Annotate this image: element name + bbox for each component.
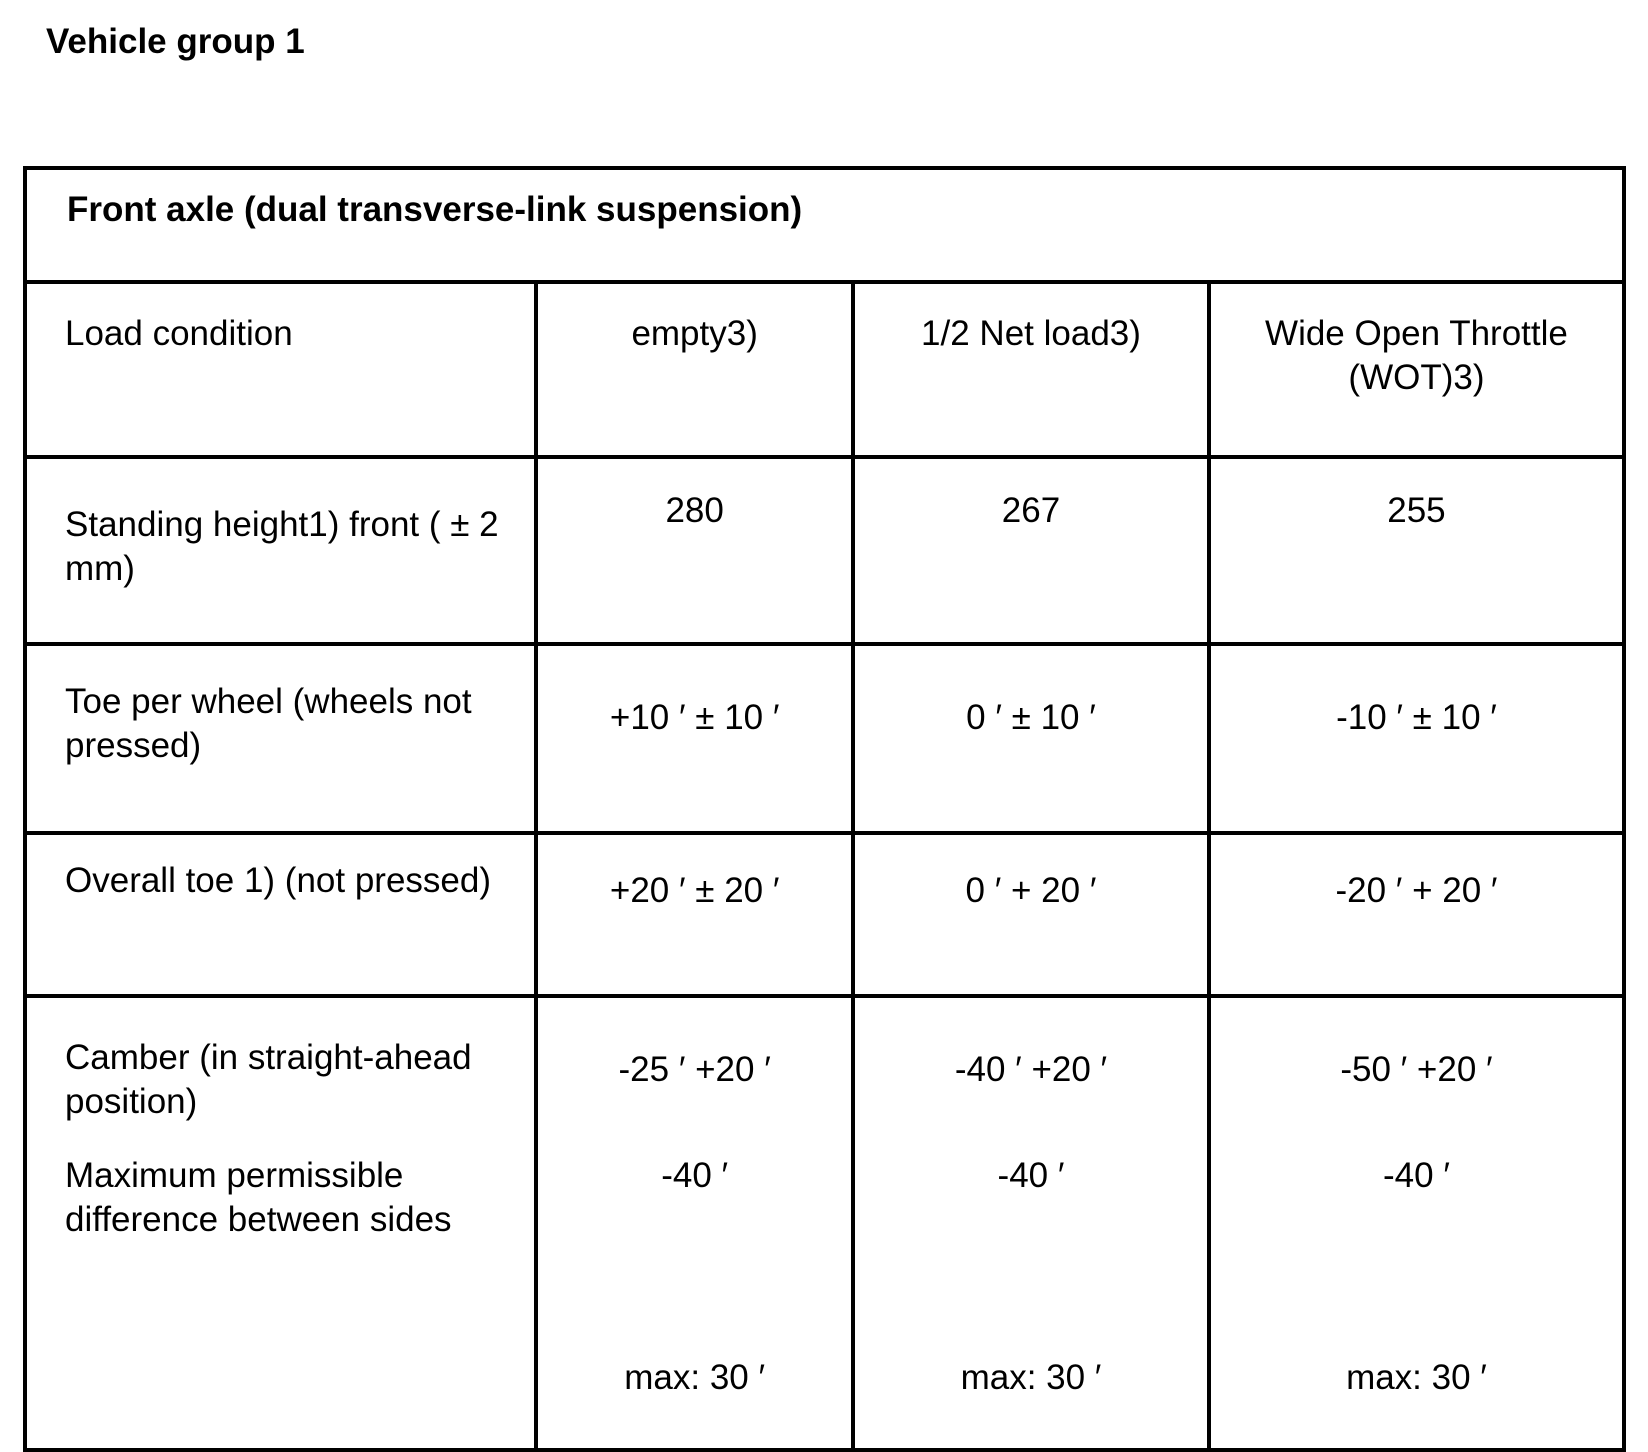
max-difference-empty: -40 ′ (661, 1156, 729, 1195)
table-row (25, 833, 1624, 996)
value-cell (1209, 644, 1624, 833)
camber-max-half: max: 30 ′ (960, 1358, 1102, 1397)
table-row (25, 996, 1624, 1450)
value-cell (536, 457, 853, 644)
value-cell (853, 457, 1209, 644)
max-difference-label: Maximum permissible difference between sides (65, 1156, 452, 1239)
overall-toe-empty: +20 ′ ± 20 ′ (609, 871, 780, 910)
table-row (25, 644, 1624, 833)
value-cell (853, 996, 1209, 1450)
toe-wot: -10 ′ ± 10 ′ (1336, 698, 1497, 737)
row-label-cell (25, 996, 536, 1450)
camber-max-wot: max: 30 ′ (1346, 1358, 1487, 1397)
table-header-row (25, 282, 1624, 457)
table-section-header (25, 168, 1624, 282)
toe-label: Toe per wheel (wheels not pressed) (65, 682, 472, 765)
toe-half: 0 ′ ± 10 ′ (966, 698, 1096, 737)
toe-empty: +10 ′ ± 10 ′ (609, 698, 780, 737)
camber-half: -40 ′ +20 ′ (954, 1050, 1108, 1089)
header-cell-empty (536, 282, 853, 457)
standing-height-label: Standing height1) front ( ± 2 mm) (65, 505, 499, 588)
overall-toe-label: Overall toe 1) (not pressed) (65, 861, 492, 900)
value-cell (1209, 996, 1624, 1450)
standing-height-empty: 280 (665, 491, 724, 530)
row-label-cell (25, 833, 536, 996)
standing-height-half: 267 (1001, 491, 1061, 530)
page-title: Vehicle group 1 (46, 22, 305, 61)
value-cell (536, 996, 853, 1450)
header-cell-label (25, 282, 536, 457)
header-cell-half (853, 282, 1209, 457)
overall-toe-half: 0 ′ + 20 ′ (965, 871, 1097, 910)
max-difference-half: -40 ′ (997, 1156, 1065, 1195)
max-difference-wot: -40 ′ (1383, 1156, 1450, 1195)
standing-height-wot: 255 (1387, 491, 1446, 530)
section-title: Front axle (dual transverse-link suspension) (25, 168, 1624, 282)
header-half-load: 1/2 Net load3) (921, 314, 1141, 353)
camber-label: Camber (in straight-ahead position) (65, 1038, 472, 1121)
table-row (25, 457, 1624, 644)
alignment-spec-table (23, 166, 1626, 1452)
value-cell (536, 833, 853, 996)
camber-max-empty: max: 30 ′ (624, 1358, 766, 1397)
row-label-cell (25, 644, 536, 833)
camber-empty: -25 ′ +20 ′ (618, 1050, 771, 1089)
header-empty: empty3) (631, 314, 758, 353)
camber-wot: -50 ′ +20 ′ (1340, 1050, 1493, 1089)
value-cell (1209, 833, 1624, 996)
load-condition-label: Load condition (65, 314, 293, 353)
value-cell (1209, 457, 1624, 644)
value-cell (853, 833, 1209, 996)
header-wot: Wide Open Throttle (WOT)3) (1265, 314, 1568, 397)
header-cell-wot (1209, 282, 1624, 457)
value-cell (853, 644, 1209, 833)
overall-toe-wot: -20 ′ + 20 ′ (1335, 871, 1498, 910)
value-cell (536, 644, 853, 833)
row-label-cell (25, 457, 536, 644)
